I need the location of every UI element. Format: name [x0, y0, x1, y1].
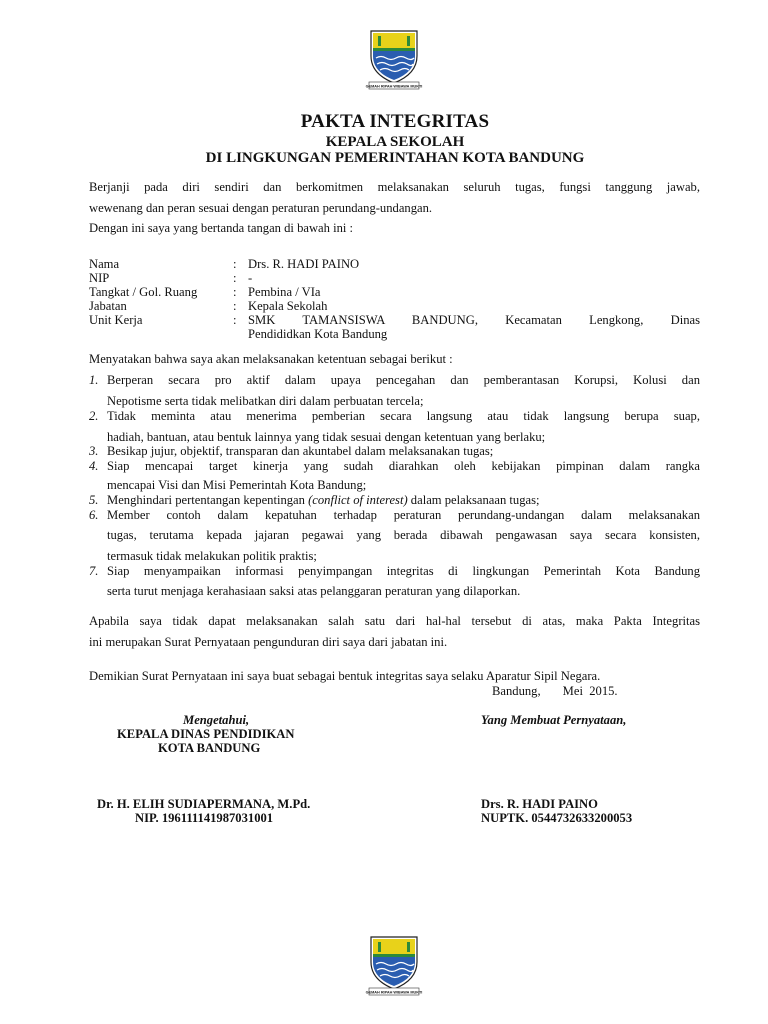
- colon: :: [233, 257, 237, 271]
- item-6-line-3: termasuk tidak melakukan politik praktis;: [107, 549, 317, 563]
- item-5-text-post: dalam pelaksanaan tugas;: [407, 493, 540, 507]
- nip-label: NIP: [89, 271, 110, 285]
- item-3-line-1: Besikap jujur, objektif, transparan dan akuntabel dalam melaksanakan tugas;: [107, 444, 494, 458]
- bandung-city-logo-bottom: [365, 934, 423, 996]
- left-office-line-1: KEPALA DINAS PENDIDIKAN: [117, 727, 295, 741]
- place-date: Bandung, Mei 2015.: [492, 684, 618, 698]
- item-number: 5.: [89, 493, 99, 507]
- left-signatory-name: Dr. H. ELIH SUDIAPERMANA, M.Pd.: [97, 797, 311, 811]
- document-subtitle-1: KEPALA SEKOLAH: [325, 134, 465, 150]
- right-heading: Yang Membuat Pernyataan,: [481, 713, 627, 727]
- item-2-line-2: hadiah, bantuan, atau bentuk lainnya yang tidak sesuai dengan ketentuan yang berlaku;: [107, 430, 546, 444]
- intro-line-3: Dengan ini saya yang bertanda tangan di bawah ini :: [89, 221, 354, 235]
- item-number: 3.: [89, 444, 99, 458]
- item-7-line-2: serta turut menjaga kerahasiaan saksi atas pelanggaran peraturan yang dilaporkan.: [107, 584, 521, 598]
- item-5-line-1: [107, 493, 700, 508]
- closing-2: Demikian Surat Pernyataan ini saya buat sebagai bentuk integritas saya selaku Aparatur Sipil Negara.: [89, 669, 601, 683]
- gol-label: Tangkat / Gol. Ruang: [89, 285, 198, 299]
- nama-label: Nama: [89, 257, 120, 271]
- statement-intro: Menyatakan bahwa saya akan melaksanakan ketentuan sebagai berikut :: [89, 352, 453, 366]
- item-5-text-pre: Menghindari pertentangan kepentingan: [107, 493, 309, 507]
- document-title: PAKTA INTEGRITAS: [300, 111, 490, 132]
- closing-1-line-2: ini merupakan Surat Pernyataan pengunduran diri saya dari jabatan ini.: [89, 635, 448, 649]
- item-7-line-1: Siap menyampaikan informasi penyimpangan integritas di lingkungan Pemerintah Kota Bandung: [107, 564, 700, 578]
- intro-line-2: wewenang dan peran sesuai dengan peraturan perundang-undangan.: [89, 201, 433, 215]
- logo-motto: GEMAH RIPAH WIBAWA MUKTI: [365, 990, 423, 995]
- left-signatory-nip: NIP. 196111141987031001: [135, 811, 274, 825]
- item-4-line-1: Siap mencapai target kinerja yang sudah diarahkan oleh kebijakan pimpinan dalam rangka: [107, 459, 700, 473]
- nip-value: -: [248, 271, 253, 285]
- intro-line-1: Berjanji pada diri sendiri dan berkomitmen melaksanakan seluruh tugas, fungsi tanggung jawab,: [89, 180, 700, 194]
- right-signatory-nuptk: NUPTK. 0544732633200053: [481, 811, 633, 825]
- item-6-line-1: Member contoh dalam kepatuhan terhadap peraturan perundang-undangan dalam melaksanakan: [107, 508, 700, 522]
- jabatan-label: Jabatan: [89, 299, 127, 313]
- colon: :: [233, 285, 237, 299]
- colon: :: [233, 313, 237, 327]
- colon: :: [233, 299, 237, 313]
- document-subtitle-2: DI LINGKUNGAN PEMERINTAHAN KOTA BANDUNG: [205, 150, 585, 166]
- colon: :: [233, 271, 237, 285]
- nama-value: Drs. R. HADI PAINO: [248, 257, 360, 271]
- logo-motto: GEMAH RIPAH WIBAWA MUKTI: [365, 84, 423, 89]
- item-6-line-2: tugas, terutama kepada jajaran pegawai yang berada dibawah pengawasan saya secara konsisten,: [107, 528, 700, 542]
- item-number: 2.: [89, 409, 99, 423]
- item-2-line-1: Tidak meminta atau menerima pemberian secara langsung atau tidak langsung berupa suap,: [107, 409, 700, 423]
- item-number: 1.: [89, 373, 99, 387]
- bandung-city-logo-top: [365, 28, 423, 90]
- coat-of-arms-icon: [365, 28, 423, 90]
- item-1-line-1: Berperan secara pro aktif dalam upaya pencegahan dan pemberantasan Korupsi, Kolusi dan: [107, 373, 700, 387]
- gol-value: Pembina / VIa: [248, 285, 321, 299]
- item-4-line-2: mencapai Visi dan Misi Pemerintah Kota Bandung;: [107, 478, 367, 492]
- coat-of-arms-icon: [365, 934, 423, 996]
- unit-kerja-value-1: SMK TAMANSISWA BANDUNG, Kecamatan Lengkong, Dinas: [248, 313, 700, 327]
- unit-kerja-label: Unit Kerja: [89, 313, 143, 327]
- item-number: 6.: [89, 508, 99, 522]
- item-number: 4.: [89, 459, 99, 473]
- closing-1-line-1: Apabila saya tidak dapat melaksanakan salah satu dari hal-hal tersebut di atas, maka Pakta Integritas: [89, 614, 700, 628]
- item-1-line-2: Nepotisme serta tidak melibatkan diri dalam perbuatan tercela;: [107, 394, 424, 408]
- item-5-text-emphasis: (conflict of interest): [308, 493, 408, 507]
- jabatan-value: Kepala Sekolah: [248, 299, 328, 313]
- mengetahui-label: Mengetahui,: [183, 713, 250, 727]
- unit-kerja-value-2: Pendididkan Kota Bandung: [248, 327, 388, 341]
- item-number: 7.: [89, 564, 99, 578]
- right-signatory-name: Drs. R. HADI PAINO: [481, 797, 598, 811]
- left-office-line-2: KOTA BANDUNG: [158, 741, 261, 755]
